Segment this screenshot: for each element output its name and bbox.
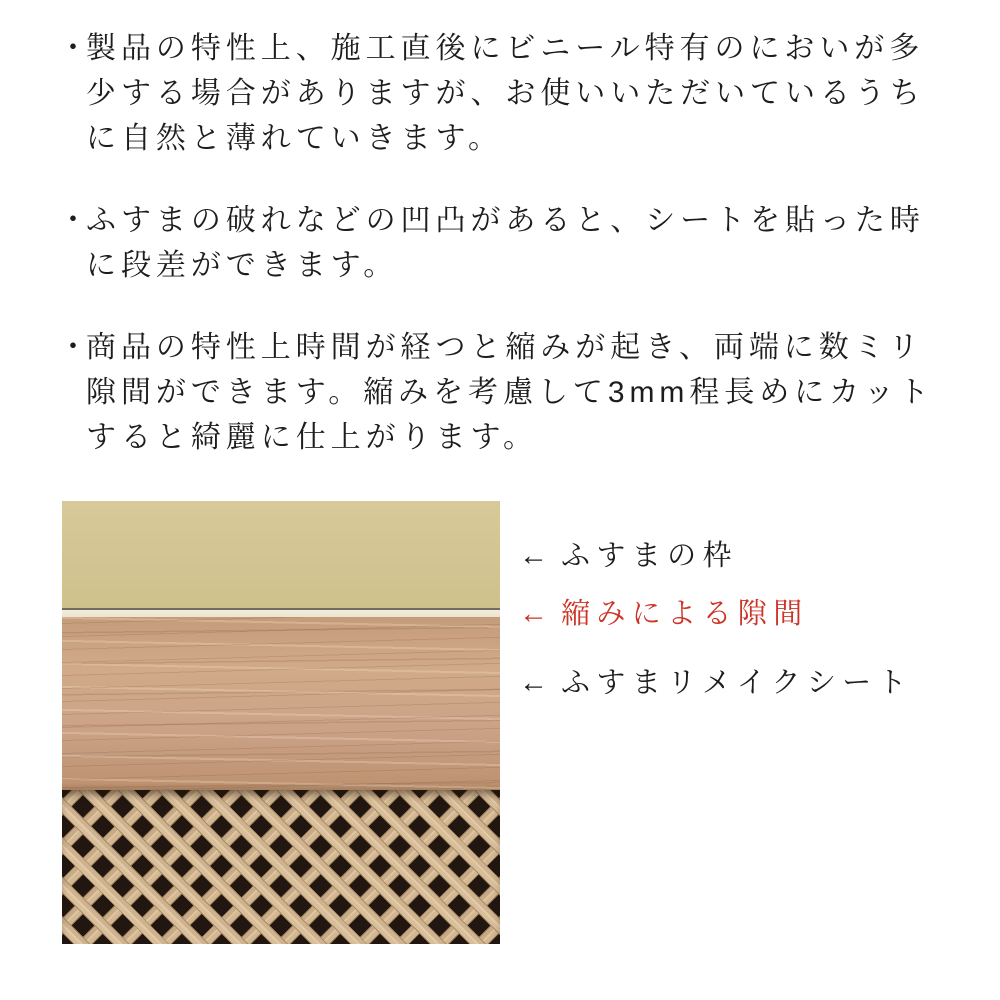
bullet-dot: ・ bbox=[58, 204, 88, 237]
product-notes-list bbox=[0, 0, 1000, 460]
rattan-weave-photo-area bbox=[62, 790, 500, 944]
note-item bbox=[60, 325, 942, 460]
left-arrow-icon: ← bbox=[519, 540, 548, 572]
figure-label-remake-sheet bbox=[519, 666, 913, 700]
note-item bbox=[60, 26, 942, 161]
note-text-unevenness: ふすまの破れなどの凹凸があると、シートを貼った時に段差ができます。 bbox=[86, 204, 925, 282]
remake-sheet-wood-photo-area bbox=[62, 617, 500, 790]
note-text-odor: 製品の特性上、施工直後にビニール特有のにおいが多少する場合がありますが、お使いいただいているうちに自然と薄れていきます。 bbox=[86, 32, 925, 155]
bullet-dot: ・ bbox=[58, 331, 88, 364]
figure-label-shrinkage-gap bbox=[519, 597, 809, 631]
figure-label-frame bbox=[519, 539, 738, 573]
bullet-dot: ・ bbox=[58, 32, 88, 65]
note-item bbox=[60, 198, 942, 288]
shrinkage-gap-photo-area bbox=[62, 608, 500, 617]
figure-label-text: ふすまの枠 bbox=[561, 540, 738, 572]
figure-label-text: ふすまリメイクシート bbox=[561, 667, 914, 699]
left-arrow-icon: ← bbox=[519, 598, 548, 630]
fusuma-frame-photo-area bbox=[62, 501, 500, 608]
note-text-shrinkage: 商品の特性上時間が経つと縮みが起き、両端に数ミリ隙間ができます。縮みを考慮して3mm程長めにカットすると綺麗に仕上がります。 bbox=[86, 331, 934, 454]
annotated-product-photo bbox=[62, 501, 500, 944]
left-arrow-icon: ← bbox=[519, 667, 548, 699]
figure-label-text: 縮みによる隙間 bbox=[561, 598, 809, 630]
